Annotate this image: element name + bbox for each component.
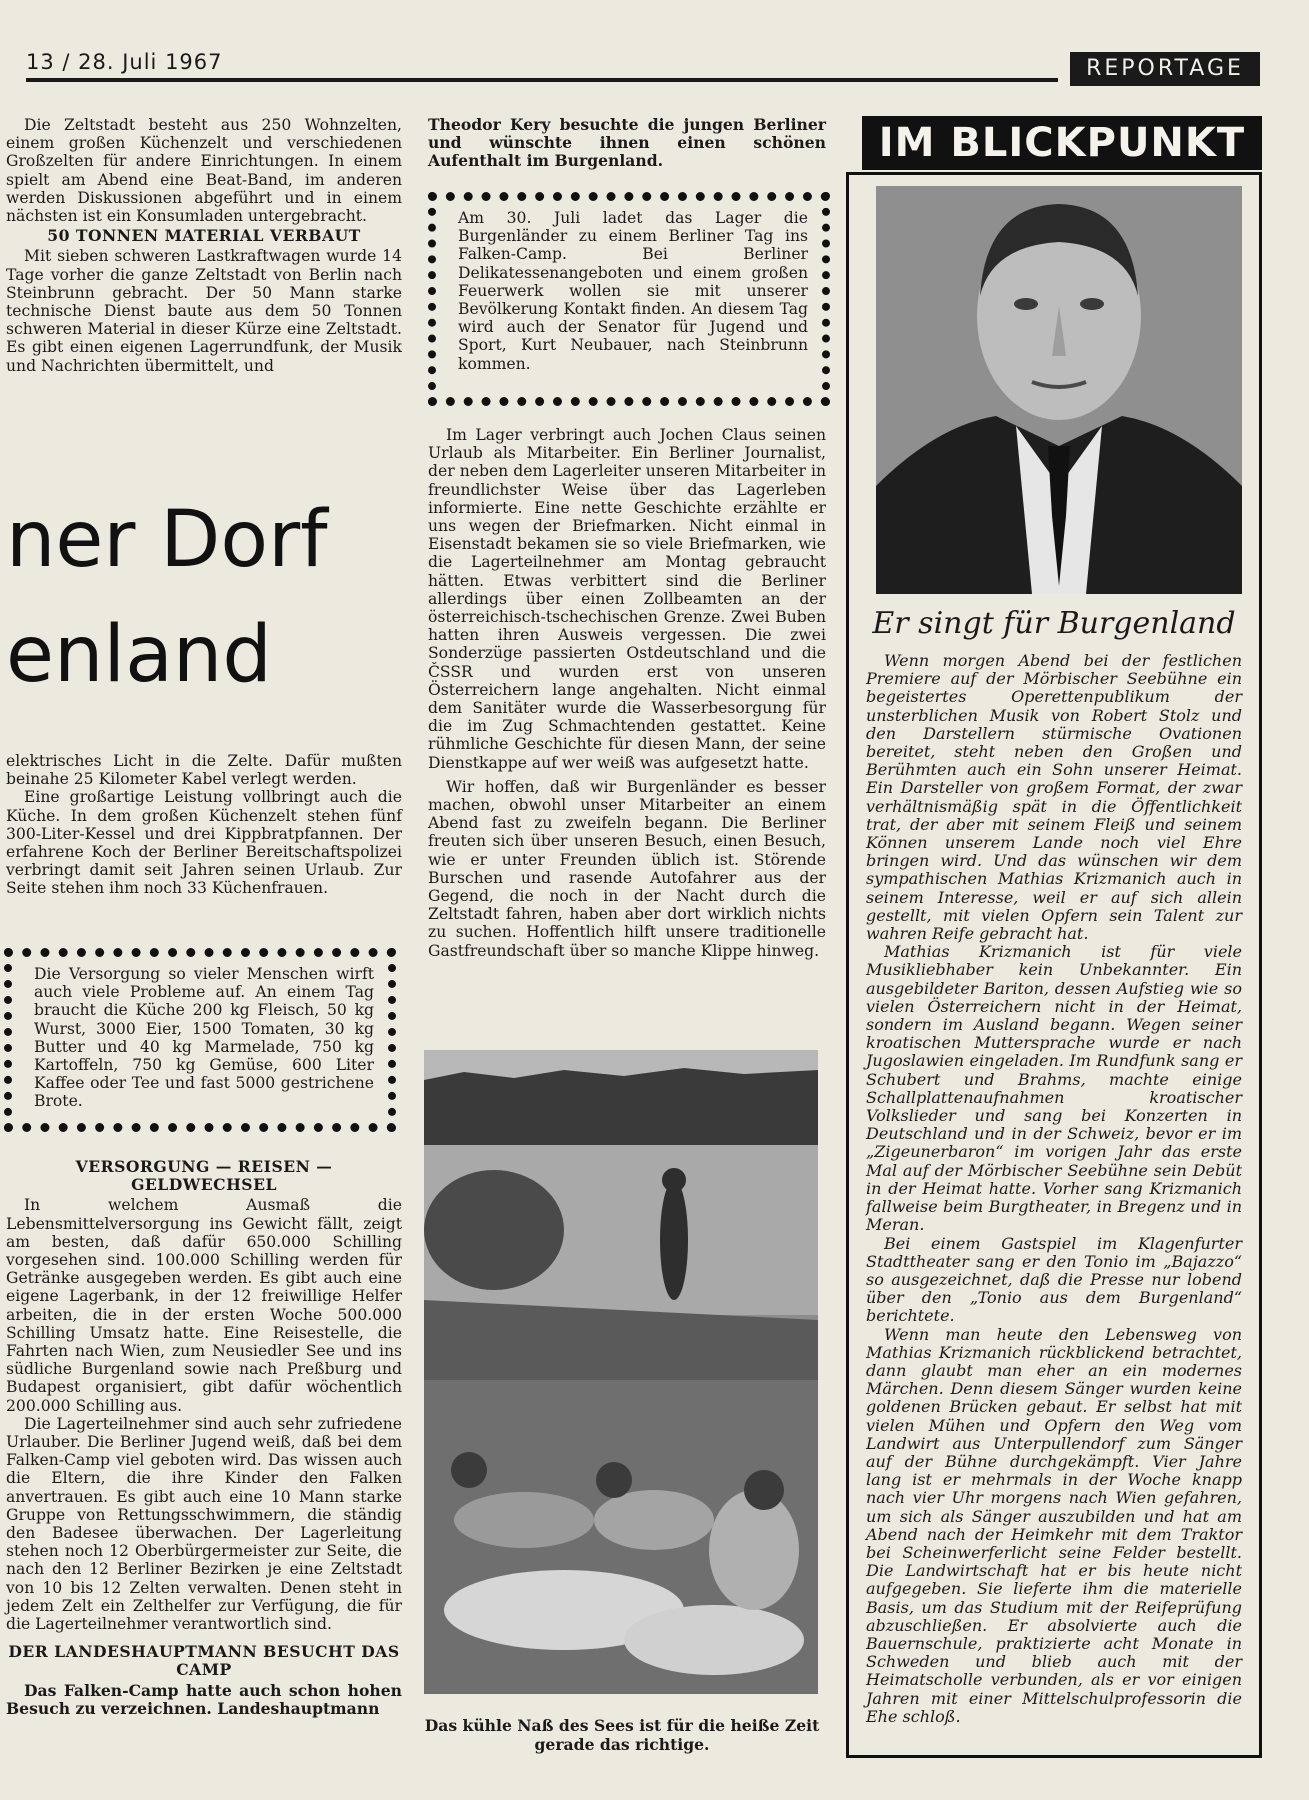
column-1-bottom [6, 1156, 402, 1718]
paragraph: Wenn man heute den Lebensweg von Mathias Krizmanich rückblickend betrachtet, dann glaubt man eher an ein modernes Märchen. Denn diesem Sänger wurden keine goldenen Brücken gebaut. Er selbst hat mit vielen Mühen und Opfern den Weg vom Landwirt aus Unterpullendorf zum Sänger auf der Bühne durchgekämpft. Vier Jahre lang ist er mehrmals in der Woche knapp nach vier Uhr morgens nach Wien gefahren, um sich als Sänger auszubilden und hat am Abend nach der Heimkehr mit dem Traktor bei Scheinwerferlicht seine Felder bestellt. Die Landwirtschaft hat er bis heute nicht aufgegeben. Sie lieferte ihm die materielle Basis, um das Studium mit der Reifeprüfung abzuschließen. Er absolvierte auch die Bauernschule, praktizierte acht Monate in Schweden und blieb auch mit der Heimatscholle verbunden, als er vor einigen Jahren mit einer Mittelschulprofessorin die Ehe schloß. [866, 1324, 1242, 1726]
im-blickpunkt-title: IM BLICKPUNKT [862, 116, 1262, 170]
box-text: Am 30. Juli ladet das Lager die Burgenländer zu einem Berliner Tag ins Falken-Camp. Bei Berliner Delikatessenangeboten und einem großen Feuerwerk wollen sie mit unserer Bevölkerung Kontakt finden. An diesem Tag wird auch der Senator für Jugend und Sport, Kurt Neubauer, nach Steinbrunn kommen. [458, 209, 808, 373]
column-3-body [866, 652, 1242, 1726]
section-label: REPORTAGE [1070, 52, 1260, 86]
photo-caption: Das kühle Naß des Sees ist für die heiße Zeit gerade das richtige. [424, 1716, 820, 1754]
paragraph: In welchem Ausmaß die Lebensmittelversorgung ins Gewicht fällt, zeigt am besten, daß dafür 650.000 Schilling vorgesehen sind. 100.000 Schilling werden für Getränke ausgegeben werden. Es gibt auch eine eigene Lagerbank, in der 12 freiwillige Helfer arbeiten, die in der ersten Woche 500.000 Schilling Umsatz hatte. Eine Reisestelle, die Fahrten nach Wien, zum Neusiedler See und ins südliche Burgenland sowie nach Preßburg und Budapest organisiert, gibt dafür wöchentlich 200.000 Schilling aus. [6, 1196, 402, 1415]
paragraph: elektrisches Licht in die Zelte. Dafür mußten beinahe 25 Kilometer Kabel verlegt werden. [6, 752, 402, 789]
subheading: 50 TONNEN MATERIAL VERBAUT [47, 226, 361, 246]
issue-date: 13 / 28. Juli 1967 [26, 50, 223, 74]
portrait-photo [876, 186, 1242, 594]
supply-info-box [4, 948, 396, 1132]
paragraph: Wir hoffen, daß wir Burgenländer es besser machen, obwohl unser Mitarbeiter an einem Abend fast zu zweifeln begann. Die Berliner freuten sich über unseren Besuch, einen Besuch, wie er unter Freunden üblich ist. Störende Burschen und rasende Autofahrer aus der Gegend, die noch in der Nacht durch die Zeltstadt fahren, haben aber dort wirklich nichts zu suchen. Hoffentlich hilft unsere traditionelle Gastfreundschaft über so manche Klippe hinweg. [428, 777, 826, 960]
column-2-body [428, 426, 826, 960]
box-text: Die Versorgung so vieler Menschen wirft auch viele Probleme auf. An einem Tag braucht die Küche 200 kg Fleisch, 50 kg Wurst, 3000 Eier, 1500 Tomaten, 30 kg Butter und 40 kg Marmelade, 750 kg Kartoffeln, 750 kg Gemüse, 600 Liter Kaffee oder Tee und fast 5000 gestrichene Brote. [34, 965, 374, 1111]
paragraph: Eine großartige Leistung vollbringt auch die Küche. In dem großen Küchenzelt stehen fünf 300-Liter-Kessel und drei Kippbratpfannen. Der erfahrene Koch der Berliner Bereitschaftspolizei verbringt damit seit Jahren seinen Urlaub. Zur Seite stehen ihm noch 33 Küchenfrauen. [6, 788, 402, 898]
article-heading: Er singt für Burgenland [872, 606, 1236, 641]
paragraph: Bei einem Gastspiel im Klagenfurter Stadttheater sang er den Tonio im „Bajazzo“ so ausgezeichnet, daß die Presse nur lobend über den „Tonio aus dem Burgenland“ berichtete. [866, 1233, 1242, 1326]
subheading: VERSORGUNG — REISEN — GELDWECHSEL [75, 1157, 333, 1195]
column-1-mid [6, 752, 402, 898]
paragraph: Die Zeltstadt besteht aus 250 Wohnzelten, einem großen Küchenzelt und verschiedenen Großzelten für andere Einrichtungen. In einem spielt am Abend eine Beat-Band, im anderen werden Diskussionen abgeführt und in einem nächsten ist ein Konsumladen untergebracht. [6, 116, 402, 226]
photo-image [424, 1050, 818, 1694]
paragraph: Das Falken-Camp hatte auch schon hohen Besuch zu verzeichnen. Landeshauptmann [6, 1680, 402, 1718]
header-rule [26, 78, 1058, 82]
portrait-image [876, 186, 1242, 594]
paragraph: Theodor Kery besuchte die jungen Berliner und wünschte ihnen einen schönen Aufenthalt im Burgenland. [428, 115, 826, 171]
headline-line-1: ner Dorf [6, 495, 328, 585]
subheading: DER LANDESHAUPTMANN BESUCHT DAS CAMP [8, 1642, 400, 1680]
lake-bathers-photo [424, 1050, 818, 1694]
berlin-day-box [428, 192, 830, 406]
paragraph: Mathias Krizmanich ist für viele Musikliebhaber kein Unbekannter. Ein ausgebildeter Bariton, dessen Aufstieg wie so vielen Österreichern nicht in der Heimat, sondern im Ausland begann. Wegen seiner kroatischen Muttersprache wurde er nach Jugoslawien eingeladen. Im Rundfunk sang er Schubert und Brahms, machte einige Schallplattenaufnahmen kroatischer Volkslieder und sang bei Konzerten in Deutschland und in der Schweiz, bevor er im „Zigeunerbaron“ im vorigen Jahr das erste Mal auf der Mörbischer Seebühne sein Debüt in der Heimat hatte. Vorher sang Krizmanich fallweise beim Burgtheater, in Bregenz und in Meran. [866, 942, 1242, 1235]
headline-line-2: enland [6, 610, 272, 700]
column-2-intro [428, 116, 826, 171]
paragraph: Die Lagerteilnehmer sind auch sehr zufriedene Urlauber. Die Berliner Jugend weiß, daß bei dem Falken-Camp viel geboten wird. Das wissen auch die Eltern, die ihre Kinder den Falken anvertrauen. Es gibt auch eine 10 Mann starke Gruppe von Rettungsschwimmern, die ständig den Badesee überwachen. Der Lagerleitung stehen noch 12 Oberbürgermeister zur Seite, die nach den 12 Berliner Bezirken je eine Zeltstadt von 10 bis 12 Zelten verwalten. Denen steht in jedem Zelt ein Zelthelfer zur Verfügung, die für die Lagerteilnehmer verantwortlich sind. [6, 1414, 402, 1634]
paragraph: Im Lager verbringt auch Jochen Claus seinen Urlaub als Mitarbeiter. Ein Berliner Journalist, der neben dem Lagerleiter unseren Mitarbeiter in freundlichster Weise über das Lagerleben informierte. Eine nette Geschichte erzählte er uns wegen der Briefmarken. Nicht einmal in Eisenstadt bekamen sie so viele Briefmarken, wie die Lagerteilnehmer am Montag gebraucht hätten. Etwas verbittert sind die Berliner allerdings über einen Zollbeamten an der österreichisch-tschechischen Grenze. Zwei Buben hatten ihren Ausweis vergessen. Die zwei Sonderzüge passierten Ostdeutschland und die ČSSR und wurden erst von unseren Österreichern lange angehalten. Nicht einmal dem Sanitäter wurde die Wasserbesorgung für die im Zug Schmachtenden gestattet. Keine rühmliche Geschichte für diesen Mann, der seine Dienstkappe auf wer weiß was aufgesetzt hatte. [428, 426, 826, 772]
paragraph: Mit sieben schweren Lastkraftwagen wurde 14 Tage vorher die ganze Zeltstadt von Berlin nach Steinbrunn gebracht. Der 50 Mann starke technische Dienst baute aus dem 50 Tonnen schweren Material in dieser Kürze eine Zeltstadt. Es gibt einen eigenen Lagerrundfunk, der Musik und Nachrichten übermittelt, und [6, 247, 402, 375]
column-1-top [6, 116, 402, 375]
paragraph: Wenn morgen Abend bei der festlichen Premiere auf der Mörbischer Seebühne ein begeistertes Operettenpublikum der unsterblichen Musik von Robert Stolz und den Darstellern stürmische Ovationen bereitet, steht neben den Großen und Berühmten auch ein Sohn unserer Heimat. Ein Darsteller von großem Format, der zwar verhältnismäßig spät in die Öffentlichkeit trat, der aber mit seinem Fleiß und seinem Können unserem Lande noch viel Ehre bringen wird. Und das wünschen wir dem sympathischen Mathias Krizmanich auch in seinem Interesse, weil er auf sich allein gestellt, mit vielen Opfern sein Talent zur wahren Reife gebracht hat. [866, 651, 1242, 944]
